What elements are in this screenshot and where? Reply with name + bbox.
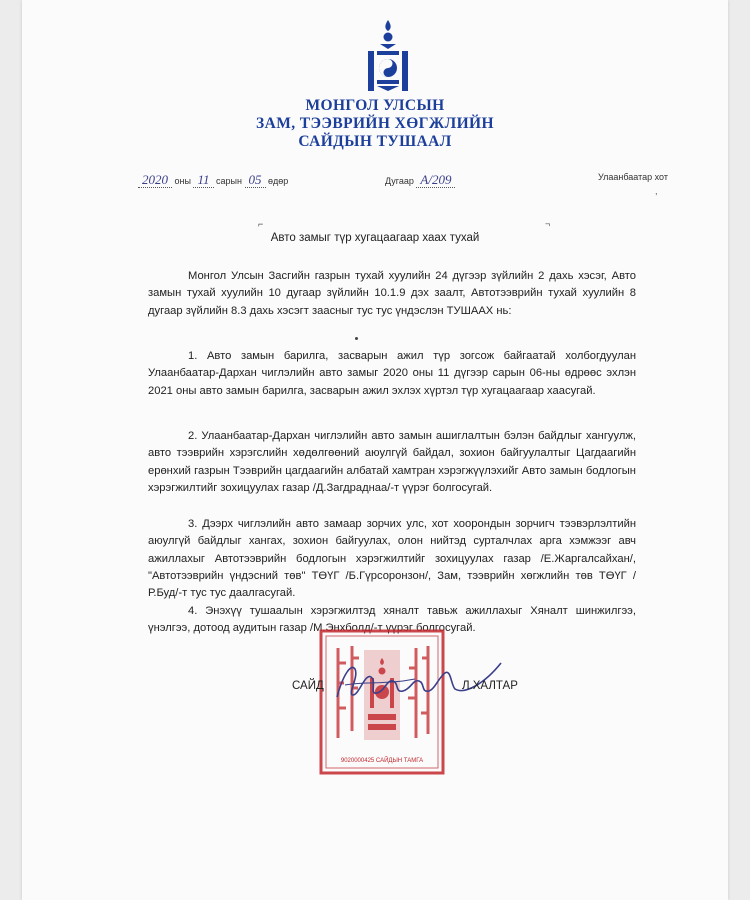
order-number	[385, 172, 455, 188]
header-order-type: САЙДЫН ТУШААЛ	[298, 133, 452, 150]
date-day: 05	[245, 172, 266, 188]
date-day-suffix: өдөр	[268, 176, 289, 186]
order-subject: Авто замыг түр хугацаагаар хаах тухай	[270, 232, 480, 244]
order-date	[138, 172, 288, 188]
date-year: 2020	[138, 172, 172, 188]
date-month-suffix: сарын	[216, 176, 242, 186]
mark: ,	[655, 186, 658, 196]
header-ministry: ЗАМ, ТЭЭВРИЙН ХӨГЖЛИЙН	[256, 115, 494, 132]
corner-mark-right: ¬	[545, 219, 551, 229]
stamp-text: 9020000425 САЙДЫН ТАМГА	[340, 758, 424, 764]
preamble-paragraph: Монгол Улсын Засгийн газрын тухай хуулийн 24 дүгээр зүйлийн 2 дахь хэсэг, Авто замын тухай хуулийн 10 дугаар зүйлийн 10.1.9 дэх заалт, Автотээврийн тухай хуулийн 8 дугаар зүйлийн 8.3 дахь хэсэгт заасныг тус тус үндэслэн ТУШААХ нь:	[148, 270, 636, 317]
date-month: 11	[193, 172, 213, 188]
clause-4: 4. Энэхүү тушаалын хэрэгжилтэд хяналт тавьж ажиллахыг Хяналт шинжилгээ, үнэлгээ, дотоод аудитын газар /М.Энхболд/-т үүрэг болгосугай.	[148, 605, 636, 635]
issue-city: Улаанбаатар хот	[598, 172, 668, 182]
clause-3: 3. Дээрх чиглэлийн авто замаар зорчих улс, хот хоорондын зорчигч тээвэрлэлтийн аюулгүй байдлыг хангах, зохион байгуулах, олон нийтэд сурталчлах арга хэмжээг авч ажиллахыг Автотээврийн бодлогын хэрэгжилтийг зохицуулах газар /Е.Жаргалсайхан/, "Автотээврийн үндэсний төв" ТӨҮГ /Б.Гүрсоронзон/, Зам, тээврийн хөгжлийн төв ТӨҮГ /Р.Буд/-т тус тус даалгасугай.	[148, 518, 636, 600]
stray-dot	[355, 337, 358, 340]
header-country: МОНГОЛ УЛСЫН	[305, 97, 445, 114]
number-value: А/209	[416, 172, 455, 188]
soyombo-emblem-icon	[364, 18, 412, 94]
corner-mark-left: ⌐	[258, 219, 264, 229]
signer-name: Л.ХАЛТАР	[462, 680, 518, 692]
signer-title: САЙД	[292, 680, 324, 692]
number-label: Дугаар	[385, 176, 414, 186]
clause-1: 1. Авто замын барилга, засварын ажил түр зогсож байгаатай холбогдуулан Улаанбаатар-Дархан чиглэлийн авто замыг 2020 оны 11 дүгээр сарын 06-ны өдрөөс эхлэн 2021 оны авто замын барилга, засварын ажил эхлэх хүртэл түр хугацаагаар хаасугай.	[148, 350, 636, 397]
clause-2: 2. Улаанбаатар-Дархан чиглэлийн авто замын ашиглалтын бэлэн байдлыг хангуулж, авто тээврийн хэрэгслийн хөдөлгөөний аюулгүй байдал, зохион байгуулалтыг Цагдаагийн ерөнхий газрын Тээврийн цагдаагийн албатай хамтран хэрэгжүүлэхийг Авто замын бодлогын хэрэгжилтийг зохицуулах газар /Д.Загдраднаа/-т үүрэг болгосугай.	[148, 430, 636, 494]
date-year-suffix: оны	[174, 176, 191, 186]
